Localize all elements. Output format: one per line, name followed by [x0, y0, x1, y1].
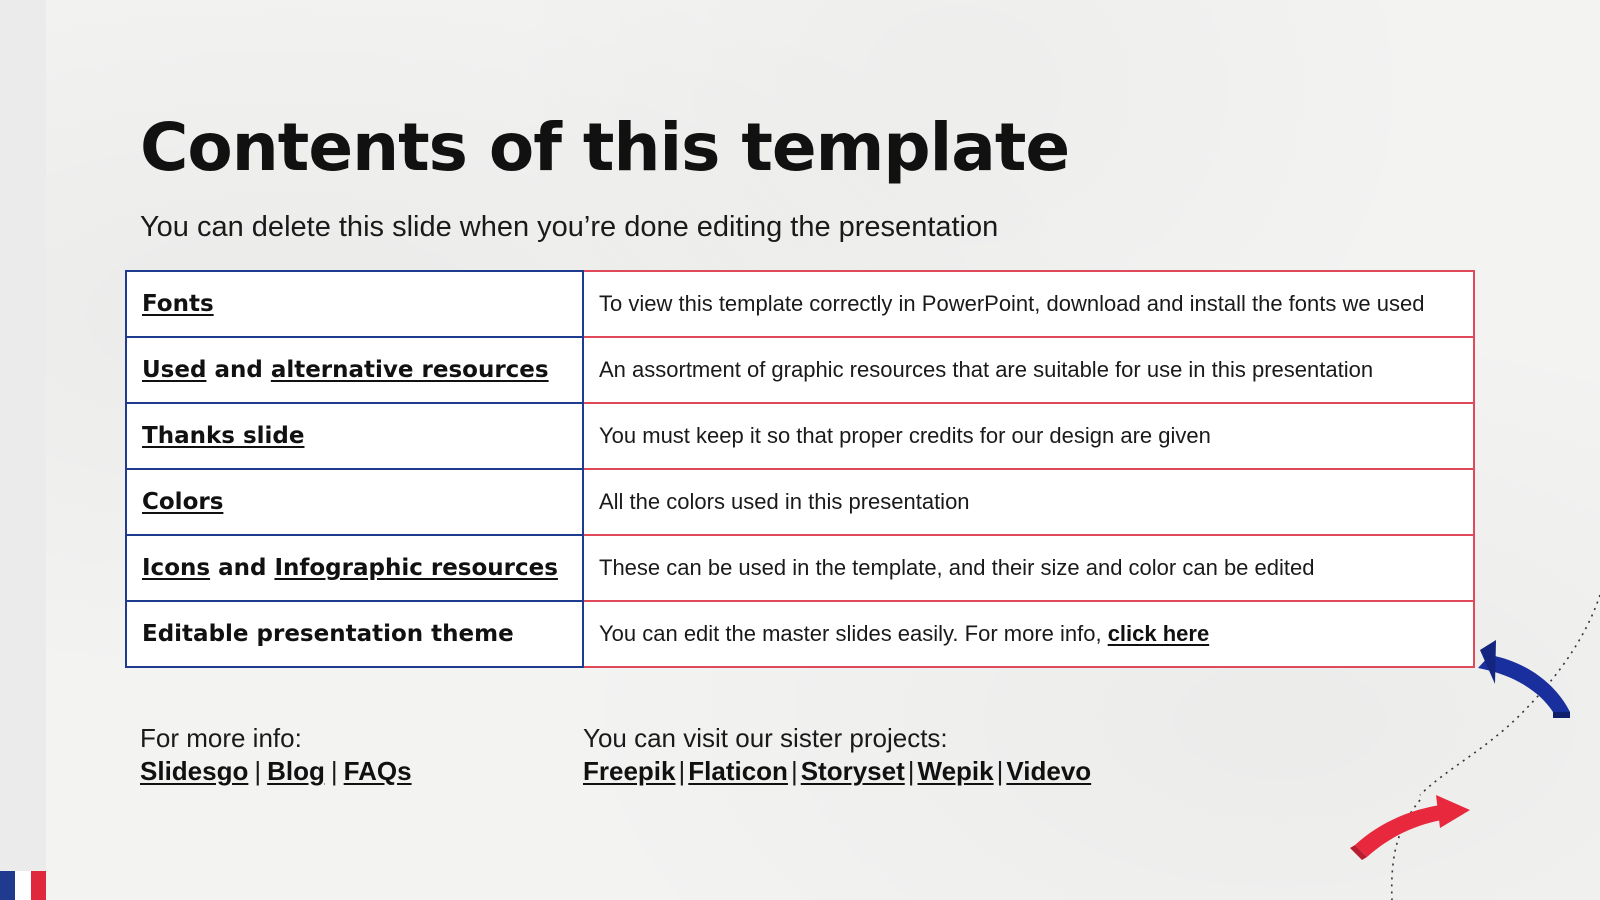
- sister-projects-links: [583, 755, 1091, 788]
- page-subtitle: You can delete this slide when you’re done editing the presentation: [140, 211, 999, 243]
- separator: |: [254, 756, 262, 786]
- page-title: Contents of this template: [140, 109, 1070, 186]
- table-text: These can be used in the template, and their size and color can be edited: [599, 555, 1315, 580]
- table-text: and: [206, 357, 271, 383]
- red-curved-arrow-icon: [1350, 795, 1470, 860]
- table-row: [126, 271, 1474, 337]
- table-text: You must keep it so that proper credits for our design are given: [599, 423, 1211, 448]
- flag-white-band: [15, 871, 30, 900]
- table-cell-topic: [126, 535, 583, 601]
- separator: |: [996, 756, 1004, 786]
- table-text: and: [210, 555, 275, 581]
- sister-projects-block: [583, 722, 1091, 788]
- flag-red-band: [31, 871, 46, 900]
- separator: |: [790, 756, 798, 786]
- table-row: [126, 337, 1474, 403]
- table-text: You can edit the master slides easily. For more info,: [599, 621, 1108, 646]
- separator: |: [907, 756, 915, 786]
- blue-curved-arrow-icon: [1478, 640, 1570, 718]
- table-link[interactable]: Colors: [142, 489, 224, 515]
- table-cell-description: [583, 535, 1474, 601]
- separator: |: [330, 756, 338, 786]
- table-link[interactable]: Icons: [142, 555, 211, 581]
- freepik-link[interactable]: Freepik: [583, 756, 676, 786]
- table-cell-topic: [126, 601, 583, 667]
- table-row: [126, 403, 1474, 469]
- table-cell-topic: [126, 469, 583, 535]
- table-text: To view this template correctly in PowerPoint, download and install the fonts we used: [599, 291, 1425, 316]
- more-info-label: For more info:: [140, 723, 302, 753]
- separator: |: [678, 756, 686, 786]
- table-link[interactable]: Thanks slide: [142, 423, 305, 449]
- left-strip: [0, 0, 46, 900]
- table-row: [126, 535, 1474, 601]
- table-text: All the colors used in this presentation: [599, 489, 970, 514]
- table-cell-description: [583, 271, 1474, 337]
- table-link[interactable]: Infographic resources: [274, 555, 558, 581]
- slidesgo-link[interactable]: Slidesgo: [140, 756, 249, 786]
- french-flag-icon: [0, 871, 46, 900]
- table-cell-topic: [126, 403, 583, 469]
- table-cell-description: [583, 601, 1474, 667]
- table-row: [126, 601, 1474, 667]
- flag-blue-band: [0, 871, 15, 900]
- videvo-link[interactable]: Videvo: [1006, 756, 1092, 786]
- table-row: [126, 469, 1474, 535]
- blog-link[interactable]: Blog: [267, 756, 325, 786]
- table-cell-description: [583, 337, 1474, 403]
- faqs-link[interactable]: FAQs: [343, 756, 412, 786]
- table-link[interactable]: Fonts: [142, 291, 214, 317]
- table-cell-topic: [126, 271, 583, 337]
- contents-table: [125, 270, 1475, 668]
- table-cell-description: [583, 469, 1474, 535]
- table-link[interactable]: Used: [142, 357, 207, 383]
- more-info-links: [140, 755, 412, 788]
- table-cell-topic: [126, 337, 583, 403]
- flaticon-link[interactable]: Flaticon: [688, 756, 788, 786]
- wepik-link[interactable]: Wepik: [917, 756, 994, 786]
- contents-table-body: [126, 271, 1474, 667]
- storyset-link[interactable]: Storyset: [800, 756, 905, 786]
- table-link[interactable]: click here: [1107, 621, 1210, 646]
- sister-projects-label: You can visit our sister projects:: [583, 723, 948, 753]
- more-info-block: [140, 722, 412, 788]
- table-cell-description: [583, 403, 1474, 469]
- dotted-path-bottom: [1392, 800, 1420, 900]
- table-text: An assortment of graphic resources that are suitable for use in this presentation: [599, 357, 1374, 382]
- table-link[interactable]: alternative resources: [270, 357, 549, 383]
- table-text: Editable presentation theme: [142, 621, 514, 647]
